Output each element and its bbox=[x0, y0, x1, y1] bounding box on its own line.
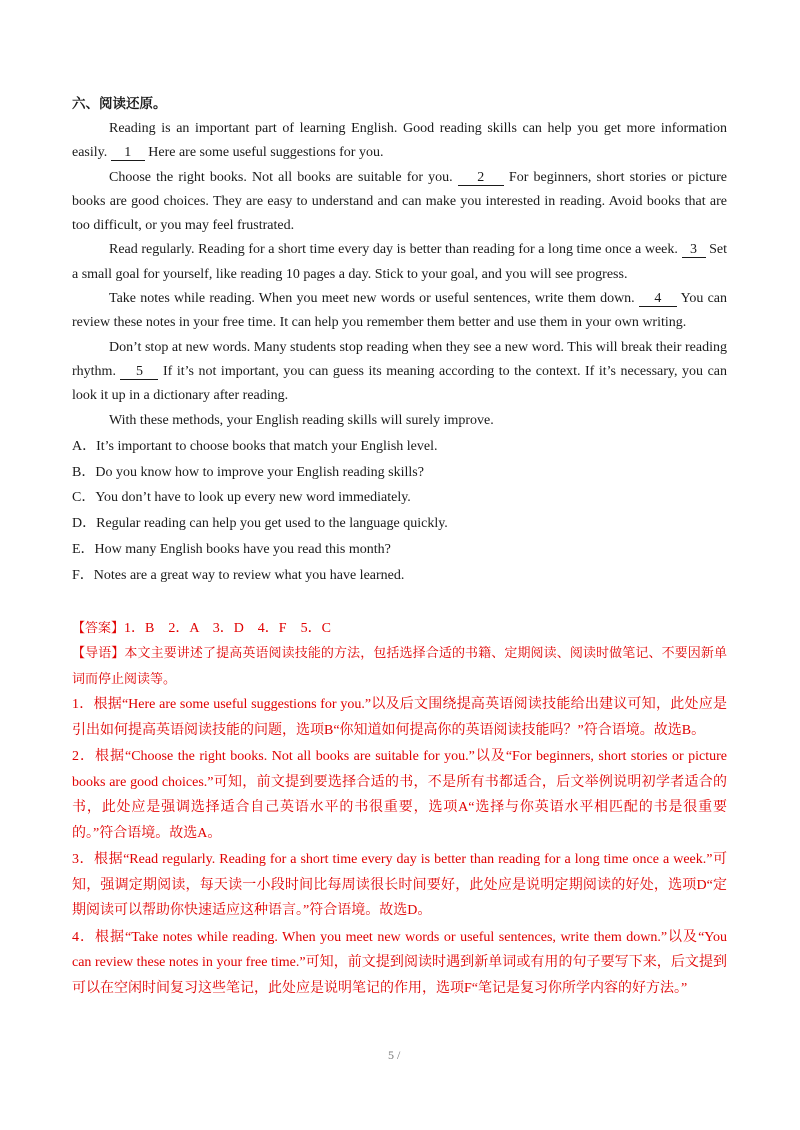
guide-text: 本文主要讲述了提高英语阅读技能的方法，包括选择合适的书籍、定期阅读、阅读时做笔记、不要因新单词而停止阅读等。 bbox=[72, 646, 727, 687]
document-page bbox=[72, 93, 727, 1002]
option-c: C．You don’t have to look up every new word immediately. bbox=[72, 490, 411, 506]
answer-section bbox=[72, 616, 727, 1002]
option-f: F．Notes are a great way to review what you have learned. bbox=[72, 567, 405, 583]
blank-2: 2 bbox=[458, 170, 504, 186]
passage-text: Reading is an important part of learning English. Good reading skills can help you get more information easily. bbox=[72, 121, 727, 161]
passage-paragraph bbox=[72, 336, 727, 409]
blank-4: 4 bbox=[639, 291, 677, 307]
answer-line bbox=[72, 616, 727, 642]
option-b: B．Do you know how to improve your English reading skills? bbox=[72, 464, 424, 480]
option-d: D．Regular reading can help you get used to the language quickly. bbox=[72, 516, 448, 532]
passage-paragraph bbox=[72, 117, 727, 166]
passage-text: Choose the right books. Not all books are suitable for you. bbox=[109, 169, 453, 185]
page-number: 5 / bbox=[388, 1048, 401, 1062]
option-a: A．It’s important to choose books that match your English level. bbox=[72, 438, 438, 454]
passage-text: You can review these notes in your free time. It can help you remember them better and use them in your own writing. bbox=[72, 291, 728, 331]
passage-paragraph bbox=[72, 166, 727, 239]
passage-text: Set a small goal for yourself, like reading 10 pages a day. Stick to your goal, and you will see progress. bbox=[72, 242, 728, 282]
passage-text: If it’s not important, you can guess its meaning according to the context. If it’s necessary, you can look it up in a dictionary after reading. bbox=[72, 363, 727, 404]
guide-label: 【导语】 bbox=[72, 646, 125, 662]
explanation-2: 2．根据“Choose the right books. Not all books are suitable for you.”以及“For beginners, short stories or picture books are good choices.”可知，前文提到要选择合适的书，不是所有书都适合，后文举例说明初学者适合的书，此处应是强调选择适合自己英语水平的书很重要，选项A“选择与你英语水平相匹配的书是很重要的。”符合语境。故选A。 bbox=[72, 749, 727, 841]
guide-line bbox=[72, 641, 727, 692]
blank-1: 1 bbox=[111, 145, 145, 161]
explanation-1: 1．根据“Here are some useful suggestions for you.”以及后文围绕提高英语阅读技能给出建议可知，此处应是引出如何提高英语阅读技能的问题，选项B“你知道如何提高你的英语阅读技能吗？”符合语境。故选B。 bbox=[72, 697, 727, 738]
passage-text: Don’t stop at new words. Many students stop reading when they see a new word. This will break their reading rhythm. bbox=[72, 339, 727, 379]
passage-text: Take notes while reading. When you meet new words or useful sentences, write them down. bbox=[109, 291, 635, 307]
option-list bbox=[72, 434, 727, 589]
blank-5: 5 bbox=[120, 364, 158, 380]
passage-paragraph: With these methods, your English reading skills will surely improve. bbox=[109, 412, 494, 428]
answer-value: 1．B 2．A 3．D 4．F 5．C bbox=[124, 620, 331, 636]
explanation-4: 4．根据“Take notes while reading. When you meet new words or useful sentences, write them down.”以及“You can review these notes in your free time.”可知，前文提到阅读时遇到新单词或有用的句子要写下来，后文提到可以在空闲时间复习这些笔记，此处应是说明笔记的作用，选项F“笔记是复习你所学内容的好方法。” bbox=[72, 929, 727, 996]
passage-text: Here are some useful suggestions for you. bbox=[148, 145, 384, 161]
passage-paragraph bbox=[72, 238, 727, 287]
section-title: 六、阅读还原。 bbox=[72, 96, 167, 112]
answer-label: 【答案】 bbox=[72, 620, 125, 636]
explanation-3: 3．根据“Read regularly. Reading for a short time every day is better than reading for a long time once a week.”可知，强调定期阅读，每天读一小段时间比每周读很长时间要好，此处应是说明定期阅读的好处，选项D“定期阅读可以帮助你快速适应这种语言。”符合语境。故选D。 bbox=[72, 852, 727, 919]
passage-paragraph bbox=[72, 287, 727, 336]
option-e: E．How many English books have you read this month? bbox=[72, 542, 391, 558]
passage-text: Read regularly. Reading for a short time every day is better than reading for a long time once a week. bbox=[109, 242, 678, 258]
passage-text: For beginners, short stories or picture books are good choices. They are easy to understand and can make you interested in reading. Avoid books that are too difficult, or you may feel frustrated. bbox=[72, 169, 727, 234]
blank-3: 3 bbox=[682, 242, 706, 258]
